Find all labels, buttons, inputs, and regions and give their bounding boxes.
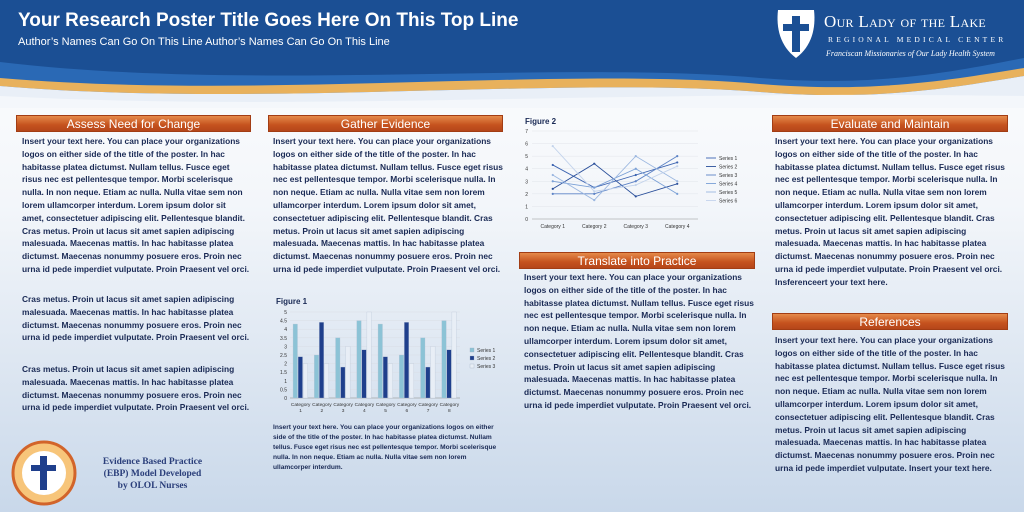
x-tick-label: 6: [405, 409, 409, 414]
data-point: [593, 163, 595, 165]
hospital-tagline: Franciscan Missionaries of Our Lady Health System: [826, 49, 995, 58]
y-tick-label: 4.5: [280, 318, 287, 325]
legend-label: Series 6: [719, 198, 738, 205]
figure-1-caption: Insert your text here. You can place your organizations logos on either side of the title of the poster. In hac habitasse platea dictumst. Nullam tellus. Fusce eget risus nec est pellentesque tempor. Morbi scelerisque nulla. In non neque. Etiam ac nulla. Nulla vitae sem non lorem ullamcorper interdum.: [273, 424, 497, 471]
bar: [336, 338, 340, 398]
assess-paragraph-3: Cras metus. Proin ut lacus sit amet sapien adipiscing malesuada. Maecenas mattis. In hac habitasse platea dictumst. Maecenas nonummy posuere eros. Proin nec urna id pede imperdiet vulputate. Proin Praesent vel orci.: [22, 364, 250, 413]
x-tick-label: Category 3: [623, 224, 648, 230]
section-heading-evaluate: Evaluate and Maintain: [772, 115, 1008, 132]
bar: [346, 346, 350, 398]
hospital-name: Our Lady of the Lake: [824, 12, 987, 31]
bar: [383, 357, 387, 398]
bar: [452, 312, 456, 398]
x-tick-label: 4: [363, 409, 366, 414]
bar: [388, 364, 392, 398]
x-tick-label: Category 1: [540, 224, 565, 230]
bar: [409, 364, 413, 398]
x-tick-label: 1: [299, 409, 302, 414]
data-point: [676, 193, 678, 195]
data-point: [593, 193, 595, 195]
bar: [367, 312, 371, 398]
data-point: [552, 164, 554, 166]
bar: [442, 321, 446, 398]
bar: [357, 321, 361, 398]
y-tick-label: 7: [525, 129, 528, 135]
data-point: [593, 199, 595, 201]
references-paragraph-1: Insert your text here. You can place your organizations logos on either side of the title of the poster. In hac habitasse platea dictumst. Nullam tellus. Fusce eget risus nec est pellentesque tempor. Morbi scelerisque nulla. In non neque. Etiam ac nulla. Nulla vitae sem non lorem ullamcorper interdum. Lorem ipsum dolor sit amet, consectetuer adipiscing elit. Pellentesque blandit. Cras metus. Proin ut lacus sit amet sapien adipiscing malesuada. Maecenas mattis. In hac habitasse platea dictumst. Maecenas nonummy posuere eros. Proin nec urna id pede imperdiet vulputate. Insert your text here.: [775, 335, 1005, 473]
bar: [404, 322, 408, 398]
ebp-line-2: (EBP) Model Developed: [103, 469, 202, 479]
assess-paragraph-2: Cras metus. Proin ut lacus sit amet sapien adipiscing malesuada. Maecenas mattis. In hac habitasse platea dictumst. Maecenas nonummy posuere eros. Proin nec urna id pede imperdiet vulputate. Proin Praesent vel orci.: [22, 294, 250, 343]
data-point: [676, 155, 678, 157]
x-tick-label: Category: [397, 403, 417, 408]
data-point: [552, 145, 554, 147]
y-tick-label: 2.5: [280, 353, 287, 359]
x-tick-label: Category: [375, 403, 396, 408]
line-chart: [518, 126, 760, 234]
hospital-logo: [772, 6, 1022, 60]
data-point: [676, 183, 678, 185]
data-point: [676, 165, 678, 167]
bar: [362, 350, 366, 398]
data-point: [552, 174, 554, 176]
y-tick-label: 1: [525, 204, 528, 211]
data-point: [676, 161, 678, 163]
y-tick-label: 2: [525, 191, 528, 198]
data-point: [593, 190, 595, 192]
data-point: [635, 168, 637, 170]
y-tick-label: 0: [284, 396, 287, 402]
data-point: [635, 195, 637, 197]
x-tick-label: Category: [418, 403, 438, 408]
bar: [426, 367, 430, 398]
cross-logo-icon: [772, 6, 820, 60]
translate-paragraph-1: Insert your text here. You can place your organizations logos on either side of the title of the poster. In hac habitasse platea dictumst. Nullam tellus. Fusce eget risus nec est pellentesque tempor. Morbi scelerisque nulla. In non neque. Etiam ac nulla. Nulla vitae sem non lorem ullamcorper interdum. Lorem ipsum dolor sit amet, consectetuer adipiscing elit. Pellentesque blandit. Cras metus. Proin ut lacus sit amet sapien adipiscing malesuada. Maecenas mattis. In hac habitasse platea dictumst. Maecenas nonummy posuere eros. Proin nec urna id pede imperdiet vulputate. Proin Praesent vel orci.: [524, 272, 754, 410]
hospital-subtitle: REGIONAL MEDICAL CENTER: [828, 35, 1007, 44]
bar: [431, 346, 435, 398]
y-tick-label: 5: [284, 310, 287, 316]
legend-swatch: [470, 364, 474, 368]
ebp-model-caption: [80, 456, 225, 492]
data-point: [676, 180, 678, 182]
data-point: [552, 180, 554, 182]
section-heading-references: References: [772, 313, 1008, 330]
bar-chart: [272, 308, 510, 420]
legend-label: Series 1: [719, 156, 738, 162]
data-point: [552, 193, 554, 195]
poster-title: Your Research Poster Title Goes Here On This Top Line: [18, 10, 519, 31]
bar: [341, 367, 345, 398]
poster-authors: Author’s Names Can Go On This Line Author’s Names Can Go On This Line: [18, 36, 390, 48]
y-tick-label: 6: [525, 141, 528, 148]
evaluate-paragraph-1: Insert your text here. You can place your organizations logos on either side of the title of the poster. In hac habitasse platea dictumst. Nullam tellus. Fusce eget risus nec est pellentesque tempor. Morbi scelerisque nulla. In non neque. Etiam ac nulla. Nulla vitae sem non lorem ullamcorper interdum. Lorem ipsum dolor sit amet, consectetuer adipiscing elit. Pellentesque blandit. Cras metus. Proin ut lacus sit amet sapien adipiscing malesuada. Maecenas mattis. In hac habitasse platea dictumst. Maecenas nonummy posuere eros. Proin nec urna id pede imperdiet vulputate. Proin Praesent vel orci. Insferenceert your text here.: [775, 136, 1005, 287]
x-tick-label: 7: [426, 409, 430, 414]
bar: [378, 324, 382, 398]
figure-1-label: Figure 1: [276, 297, 308, 306]
data-point: [635, 174, 637, 176]
y-tick-label: 3: [525, 179, 528, 186]
x-tick-label: 8: [448, 409, 451, 414]
bar: [298, 357, 302, 398]
y-tick-label: 0.5: [280, 387, 287, 394]
bar: [303, 364, 307, 398]
x-tick-label: Category: [290, 403, 311, 408]
x-tick-label: 2: [320, 409, 324, 414]
legend-label: Series 3: [477, 364, 496, 370]
figure-2-label: Figure 2: [525, 117, 557, 126]
y-tick-label: 4: [284, 327, 287, 334]
x-tick-label: Category: [439, 403, 460, 408]
gather-paragraph-1: Insert your text here. You can place your organizations logos on either side of the title of the poster. In hac habitasse platea dictumst. Nullam tellus. Fusce eget risus nec est pellentesque tempor. Morbi scelerisque nulla. In non neque. Etiam ac nulla. Nulla vitae sem non lorem ullamcorper interdum. Lorem ipsum dolor sit amet, consectetuer adipiscing elit. Pellentesque blandit. Cras metus. Proin ut lacus sit amet sapien adipiscing malesuada. Maecenas mattis. In hac habitasse platea dictumst. Maecenas nonummy posuere eros. Proin nec urna id pede imperdiet vulputate. Proin Praesent vel orci.: [273, 136, 503, 274]
ebp-line-3: by OLOL Nurses: [117, 481, 188, 491]
legend-swatch: [470, 356, 474, 360]
section-heading-translate: Translate into Practice: [519, 252, 755, 269]
data-point: [593, 186, 595, 188]
data-point: [552, 188, 554, 190]
y-tick-label: 3: [284, 344, 287, 351]
legend-label: Series 3: [719, 173, 738, 179]
poster-header: [0, 0, 1024, 108]
x-tick-label: Category 2: [582, 224, 607, 230]
legend-label: Series 5: [719, 190, 738, 196]
y-tick-label: 4: [525, 166, 528, 173]
legend-label: Series 2: [719, 164, 738, 171]
y-tick-label: 3.5: [280, 335, 287, 342]
bar: [324, 364, 328, 398]
legend-label: Series 4: [719, 181, 738, 188]
bar: [293, 324, 297, 398]
x-tick-label: Category: [354, 403, 375, 408]
section-heading-gather: Gather Evidence: [268, 115, 503, 132]
bar: [319, 322, 323, 398]
data-point: [635, 155, 637, 157]
x-tick-label: Category 4: [665, 224, 690, 230]
bar: [399, 355, 403, 398]
bar: [447, 350, 451, 398]
ebp-model-logo-icon: [8, 438, 84, 508]
assess-paragraph-1: Insert your text here. You can place your organizations logos on either side of the title of the poster. In hac habitasse platea dictumst. Nullam tellus. Fusce eget risus nec est pellentesque tempor. Morbi scelerisque nulla. In non neque. Etiam ac nulla. Nulla vitae sem non lorem ullamcorper interdum. Lorem ipsum dolor sit amet, consectetuer adipiscing elit. Pellentesque blandit. Cras metus. Proin ut lacus sit amet sapien adipiscing malesuada. Maecenas mattis. In hac habitasse platea dictumst. Maecenas nonummy posuere eros. Proin nec urna id pede imperdiet vulputate. Proin Praesent vel orci.: [22, 136, 250, 274]
ebp-line-1: Evidence Based Practice: [102, 457, 203, 467]
x-tick-label: Category: [333, 403, 353, 408]
y-tick-label: 1.5: [280, 370, 287, 377]
legend-swatch: [470, 348, 474, 352]
legend-label: Series 2: [477, 356, 496, 362]
y-tick-label: 0: [525, 217, 528, 223]
bar: [314, 355, 318, 398]
data-point: [635, 180, 637, 182]
bar: [421, 338, 425, 398]
y-tick-label: 1: [284, 378, 287, 385]
x-tick-label: 3: [341, 409, 345, 414]
y-tick-label: 2: [284, 361, 287, 368]
section-heading-assess: Assess Need for Change: [16, 115, 251, 132]
x-tick-label: 5: [384, 409, 387, 414]
data-point: [635, 184, 637, 186]
x-tick-label: Category: [312, 403, 332, 408]
legend-label: Series 1: [477, 348, 496, 354]
y-tick-label: 5: [525, 154, 528, 161]
